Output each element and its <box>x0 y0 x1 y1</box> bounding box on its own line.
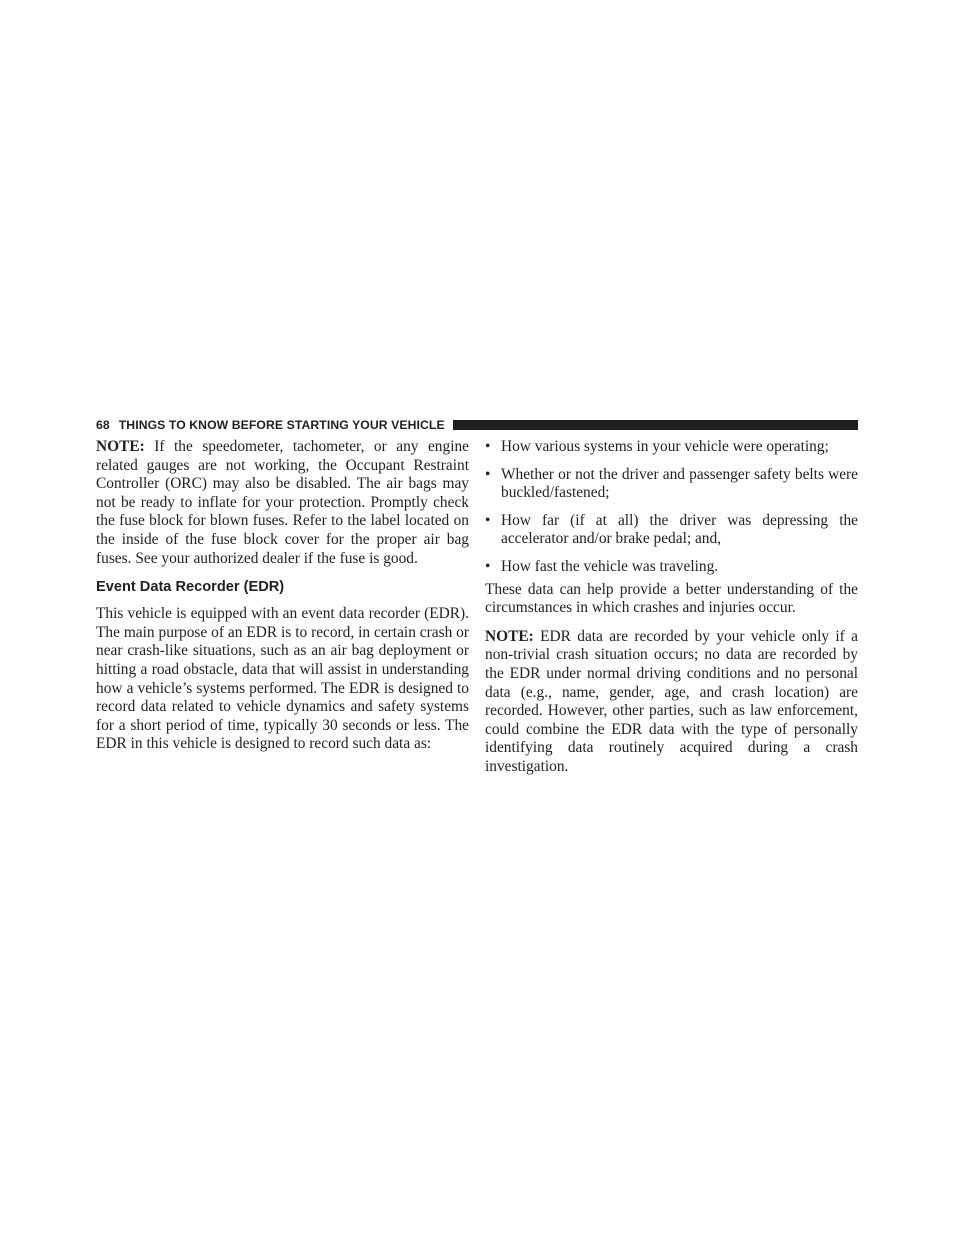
edr-paragraph: This vehicle is equipped with an event data recorder (EDR). The main purpose of an EDR is to record, in certain crash or near crash-like situations, such as an air bag deployment or hitting a road obstacle, data that will assist in understanding how a vehicle’s systems performed. The EDR is designed to record data related to vehicle dynamics and safety systems for a short period of time, typically 30 seconds or less. The EDR in this vehicle is designed to record such data as: <box>96 605 469 753</box>
list-item-text: How various systems in your vehicle were operating; <box>501 438 829 455</box>
bullet-icon: • <box>485 465 491 483</box>
bullet-icon: • <box>485 511 491 529</box>
page-number: 68 <box>96 417 110 432</box>
note-paragraph <box>485 628 858 777</box>
section-heading: Event Data Recorder (EDR) <box>96 579 285 596</box>
note-label: NOTE: <box>96 438 145 455</box>
list-item <box>485 512 858 549</box>
note-text: If the speedometer, tachometer, or any engine related gauges are not working, the Occupant Restraint Controller (ORC) may also be disabled. The air bags may not be ready to inflate for your protection. Promptly check the fuse block for blown fuses. Refer to the label located on the inside of the fuse block cover for the proper air bag fuses. See your authorized dealer if the fuse is good. <box>96 438 469 567</box>
list-item <box>485 466 858 503</box>
note-paragraph <box>96 438 469 568</box>
page-header <box>96 416 858 433</box>
list-item <box>485 558 858 577</box>
note-label: NOTE: <box>485 627 534 645</box>
list-item <box>485 438 858 457</box>
bullet-icon: • <box>485 438 491 455</box>
note-text: EDR data are recorded by your vehicle only if a non-trivial crash situation occurs; no data are recorded by the EDR under normal driving conditions and no personal data (e.g., name, gender, age, and crash location) are recorded. However, other parties, such as law enforcement, could combine the EDR data with the type of personally identifying data routinely acquired during a crash investigation. <box>485 627 858 775</box>
list-item-text: How fast the vehicle was traveling. <box>501 557 719 575</box>
list-item-text: How far (if at all) the driver was depressing the accelerator and/or brake pedal; and, <box>501 511 858 548</box>
edr-data-list <box>485 438 858 577</box>
right-column <box>485 438 858 777</box>
header-rule <box>453 420 858 430</box>
left-column <box>96 438 469 754</box>
summary-paragraph: These data can help provide a better understanding of the circumstances in which crashes and injuries occur. <box>485 580 858 617</box>
list-item-text: Whether or not the driver and passenger safety belts were buckled/fastened; <box>501 465 858 502</box>
bullet-icon: • <box>485 557 491 575</box>
section-title: THINGS TO KNOW BEFORE STARTING YOUR VEHICLE <box>118 417 445 432</box>
